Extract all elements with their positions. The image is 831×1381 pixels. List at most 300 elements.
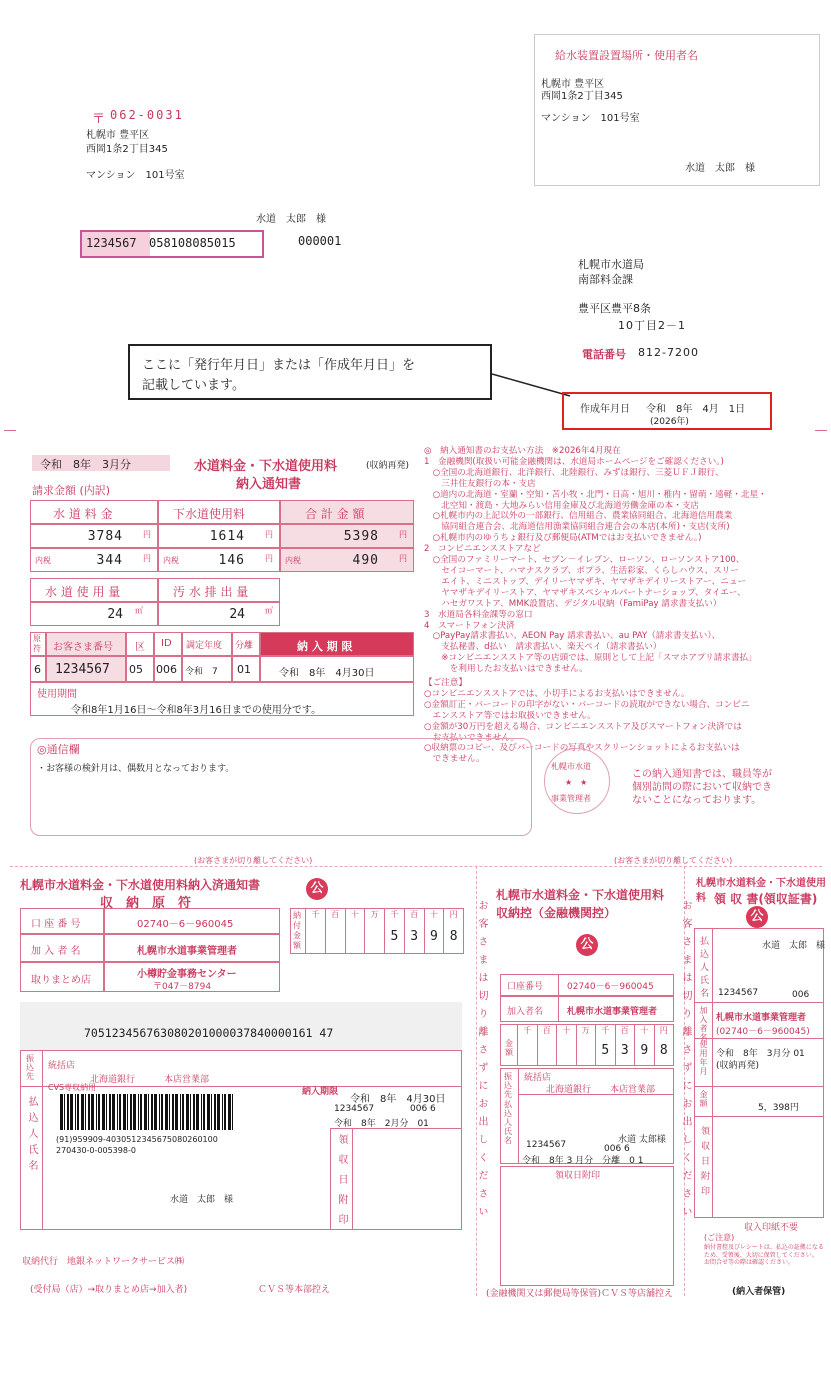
stub3-payee-side: 加入者名 [699,1006,708,1042]
cubic-meter-unit: ㎥ [135,606,143,615]
creation-date-western: (2026年) [650,417,689,427]
stub1-digit-column [404,909,424,953]
stub1-cvs-label: CVS専収納用 [48,1083,97,1092]
sewage-label: 汚 水 排 出 量 [173,585,249,599]
stub3-customer-tail: 006 [792,990,810,1000]
due-cell [260,656,414,682]
caution-line: ○収納票のコピー、及びバーコードの写真やスクリーンショットによるお支払いは [424,743,740,754]
stub2-customer: 1234567 [526,1140,567,1150]
water-usage-label: 水 道 使 用 量 [45,585,121,599]
stub1-subtitle: 収 納 原 符 [100,896,192,911]
callout-box [128,344,492,400]
stub3-usage-side: 使用年月 [699,1040,708,1076]
tel-number: 812-7200 [638,346,699,359]
stub3-box [694,928,824,1218]
total-cell [280,524,414,548]
stub2-digits [517,1025,673,1065]
stub2-side-text-right: お客さまは切り離さずにお出しください [680,900,691,1224]
cut-line[interactable] [10,866,822,867]
memo-title: ◎通信欄 [37,743,80,756]
stub2-acct-row [500,974,674,996]
barcode-bar [148,1094,149,1130]
tax-label: 内税 [163,556,179,565]
barcode-bar [77,1094,79,1130]
payment-line: セイコーマート、ハマナスクラブ、ポプラ、生活彩家、くらしハウス、スリー [424,565,739,576]
stub1-payee-cell [104,934,280,962]
stub3-divider [712,928,713,1218]
stub1-office-label: 取りまとめ店 [31,975,91,986]
stub2-payee-value: 札幌市水道事業管理者 [567,1007,658,1017]
payment-line: 2 コンビニエンスストアなど [424,544,541,555]
barcode-bar [190,1094,191,1130]
stub2-digit-column [537,1025,557,1065]
usage-period-cell [30,682,414,716]
division-cell [232,656,260,682]
barcode-bar [165,1094,168,1130]
barcode-bar [75,1094,76,1130]
payment-line: ○PayPay請求書払い、AEON Pay 請求書払い、au PAY（請求書支払い）、 [424,631,721,642]
stub1-digit-header: 千 [390,910,399,919]
water-usage-header [30,578,158,602]
official-stamp-icon: 公 [746,906,768,928]
seal-note-line: この納入通知書では、職員等が [632,769,772,780]
payment-line: を利用したお支払いはできません。 [424,664,588,675]
barcode-bar [91,1094,94,1130]
stub3-note-line: お問合せ等の際は確認ください。 [704,1259,795,1266]
stub2-digit-value: 8 [659,1043,668,1058]
official-stamp-icon: 公 [576,934,598,956]
stub2-digit-header: 万 [581,1026,590,1035]
barcode-bar [96,1094,97,1130]
installation-address-1: 札幌市 豊平区 [541,79,605,90]
payment-line: 支払秘書、d払い 請求書払い、楽天ペイ（請求書払い） [424,642,662,653]
stub1-digit-header: 万 [370,910,379,919]
stub1-digit-value: 9 [429,929,438,944]
stub1-digit-header: 百 [331,910,340,919]
stub2-amount-label: 金額 [505,1039,513,1057]
stub2-payee-row [500,996,674,1022]
barcode-bar [207,1094,210,1130]
stub1-digit-header: 十 [429,910,438,919]
stub2-bank-branch-label: 統括店 [524,1073,552,1083]
stub1-cvs-copy: ＣＶＳ等本部控え [258,1285,331,1295]
barcode-bar [201,1094,202,1130]
barcode-bar [228,1094,231,1130]
water-fee-cell [30,524,158,548]
stub1-digit-header: 百 [410,910,419,919]
stub1-acct-label-cell [20,908,104,934]
barcode-bar [196,1094,199,1130]
stub1-due-label: 納入期限 [302,1087,339,1097]
sewage-value: 24 [229,607,245,622]
id-cell [154,656,182,682]
stub2-digit-column [517,1025,537,1065]
payment-heading: ◎ 納入通知書のお支払い方法 ※2026年4月現在 [424,446,621,456]
stub1-month: 令和 8年 2月分 01 [334,1119,429,1129]
barcode-bar [186,1094,189,1130]
barcode-bar [161,1094,163,1130]
sewage-header [158,578,280,602]
yen-unit: 円 [143,530,151,539]
customer-code-box [80,230,264,258]
due-value: 令和 8年 4月30日 [279,668,375,679]
creation-date-label: 作成年月日 [580,404,630,415]
barcode-bar [98,1094,100,1130]
stub1-receipt-box [330,1128,462,1230]
office-address-2: 10丁目2－1 [618,319,686,332]
stub1-receipt-divider [352,1128,353,1230]
stub2-digit-header: 百 [620,1026,629,1035]
stub1-digit-column [325,909,345,953]
barcode-bar [211,1094,212,1130]
stub1-office-cell [104,962,280,992]
stub3-title: 札幌市水道料金・下水道使用料 [696,878,826,904]
barcode-bar [182,1094,184,1130]
stub2-payee-label: 加入者名 [507,1007,544,1017]
stub2-bank: 北海道銀行 [546,1085,592,1095]
stub2-receipt-label: 領収日附印 [555,1171,601,1181]
stub1-amount-label: 納付金額 [293,911,301,950]
stub2-digit-value: 5 [601,1043,610,1058]
stub1-branch: 本店営業部 [164,1075,210,1085]
barcode-bar [70,1094,73,1130]
sewage-cell [158,602,280,626]
side-tick-right [815,430,827,431]
fiscal-year-value: 令和 7 [185,667,218,677]
seal-note-line: 個別訪問の際において収納でき [632,782,772,793]
original-label: 原符 [33,634,41,653]
payment-line: ○道内の北海道・室蘭・空知・苫小牧・北門・日高・旭川・稚内・留萌・遠軽・北星・ [424,489,767,500]
callout-line-2: 記載しています。 [142,378,245,393]
customer-number-label: お客さま番号 [53,642,113,653]
tax-label: 内税 [35,556,51,565]
payment-line: ※コンビニエンスストア等の店頭では、原則として上記「スマホアプリ請求書払」 [424,653,757,664]
installation-address-2: 西岡1条2丁目345 [541,91,623,102]
stub1-digit-value: 8 [449,929,458,944]
stub1-acct-value: 02740－6－960045 [137,919,234,930]
stub1-payer: 水道 太郎 様 [170,1195,234,1205]
installation-box [534,34,820,186]
stub1-digit-value: 5 [390,929,399,944]
yen-unit: 円 [265,530,273,539]
stub1-digit-grid [305,909,463,953]
side-tick-left [4,430,16,431]
notice-subtitle: 納入通知書 [236,477,302,492]
payment-line: ○札幌市内のゆうちょ銀行及び郵便局(ATMではお支払いできません。) [424,533,702,544]
water-fee-value: 3784 [87,529,123,544]
stub1-bank: 北海道銀行 [90,1075,136,1085]
fiscal-year-cell [182,656,232,682]
installation-address-3: マンション 101号室 [541,113,640,124]
customer-number-value: 1234567 [55,662,110,677]
stub1-due-value: 令和 8年 4月30日 [350,1094,446,1105]
barcode-bar [88,1094,90,1130]
barcode-bar [172,1094,174,1130]
stub3-amount: 5，398円 [758,1103,799,1113]
stub1-digit-column [384,909,404,953]
usage-period-value: 令和8年1月16日～令和8年3月16日までの使用分です。 [71,705,322,716]
stub2-digit-column [654,1025,674,1065]
stub1-divider [42,1050,43,1230]
mail-recipient: 水道 太郎 様 [256,214,326,225]
barcode-bar [112,1094,115,1130]
stub1-digit-column [305,909,325,953]
stub3-account: (02740－6－960045) [716,1027,810,1037]
caution-line: できません。 [424,754,485,765]
water-fee-header [30,500,158,524]
stub2-branch: 本店営業部 [610,1085,656,1095]
notice-title: 水道料金・下水道使用料 [194,459,338,474]
barcode-bar [117,1094,118,1130]
barcode-bar [180,1094,181,1130]
stub2-title: 札幌市水道料金・下水道使用料 [496,888,665,902]
stub3-rule-2 [694,1038,824,1039]
barcode-bar [154,1094,157,1130]
payment-line: ○札幌市内の上記以外の一部銀行、信用組合、農業協同組合、北海道信用農業 [424,511,733,522]
stub1-office-postal: 〒047－8794 [153,982,212,992]
mail-address-3: マンション 101号室 [86,170,185,181]
fiscal-year-label: 調定年度 [186,641,223,651]
stub3-no-stamp: 収入印紙不要 [744,1223,799,1233]
official-stamp-icon: 公 [306,878,328,900]
total-tax-value: 490 [352,553,379,568]
installation-title: 給水装置設置場所・使用者名 [555,49,698,62]
barcode-bar [127,1094,128,1130]
stub2-receipt-box [500,1166,674,1286]
stub2-payee-side: 振込先 [504,1072,512,1099]
barcode-bar [130,1094,132,1130]
stub2-name: 水道 太郎様 [618,1135,666,1145]
division-header [232,632,260,656]
due-label: 納 入 期 限 [297,640,353,653]
stub2-digit-header: 百 [542,1026,551,1035]
barcode-bar [140,1094,142,1130]
barcode-bar [151,1094,153,1130]
stub2-subtitle: 収納控（金融機関控） [496,906,617,920]
stub3-note-line: 納付書控及びレシートは、払込の証拠になるため、受領後、大切に保管してください。 [704,1244,824,1259]
stub1-barcode-text-2: 270430-0-005398-0 [56,1146,136,1155]
seal-stars: ★ ★ [565,778,588,787]
barcode-bar [106,1094,107,1130]
stub1-barcode [58,1094,238,1130]
stub1-flow: (受付局（店）→取りまとめ店→加入者) [30,1285,188,1295]
stub1-payee-value: 札幌市水道事業管理者 [137,946,237,957]
stub1-digit-column [345,909,365,953]
barcode-bar [214,1094,216,1130]
postal-mark: 〒 [92,112,106,127]
payment-line: ハセガワストア、MMK設置店、デジタル収納（FamiPay 請求書支払い） [424,598,722,609]
caution-line: ○金額が30万円を超える場合、コンビニエンスストア及びスマートフォン決済では [424,721,742,732]
stub1-office-label-cell [20,962,104,992]
stub1-payee-label-cell [20,934,104,962]
customer-code-rest: 058108085015 [149,236,236,250]
total-header [280,500,414,524]
payment-line: エイト、ミニストップ、デイリーヤマザキ、ヤマザキデイリーストアー、ニュー [424,576,747,587]
barcode-bar [123,1094,126,1130]
stub2-digit-header: 千 [601,1026,610,1035]
barcode-bar [64,1094,65,1130]
sewer-fee-header [158,500,280,524]
stub2-digit-header: 千 [523,1026,532,1035]
original-value: 6 [34,663,41,676]
stub2-divider [518,1068,519,1164]
division-value: 01 [237,663,251,676]
stub3-note-heading: (ご注意) [704,1233,735,1242]
cut-instruction-right: (お客さまが切り離してください) [614,856,733,865]
stub3-usage: 令和 8年 3月分 01 [716,1049,805,1059]
stub2-digit-column [595,1025,615,1065]
barcode-bar [203,1094,205,1130]
reissue-label: (収納再発) [366,461,410,471]
seal-note-line: ないことになっております。 [632,795,762,806]
stub2-digit-column [615,1025,635,1065]
stub1-bank-branch-label: 統括店 [48,1061,76,1071]
sequence-number: 000001 [298,234,342,248]
stub1-code-line: 705123456763080201000037840000161 47 [84,1026,334,1040]
id-header [154,632,182,656]
seal-bottom-text: 事業管理者 [551,794,591,803]
stub1-payee-label: 加 入 者 名 [31,946,81,957]
mail-address-2: 西岡1条2丁目345 [86,144,168,155]
id-label: ID [161,638,172,649]
stub3-payee: 札幌市水道事業管理者 [716,1013,807,1023]
payment-instructions [424,446,824,765]
stub3-receipt-side: 領収日附印 [699,1126,709,1201]
ku-cell [126,656,154,682]
stub1-customer: 1234567 [334,1104,375,1114]
payment-line: 協同組合連合会、北海道信用漁業協同組合連合会の本店(本所)・支店(支所) [424,522,730,533]
stub2-footer: (金融機関又は郵便局等保管)ＣＶＳ等店舗控え [486,1289,674,1299]
payment-line: 北空知・渡島・大地みらい信用金庫及び北海道労働金庫の本・支店 [424,500,700,511]
stub2-digit-header: 十 [640,1026,649,1035]
stub2-payer-side: 払込人氏名 [504,1100,512,1145]
payment-line: 3 水道局各料金課等の窓口 [424,609,533,620]
total-tax-cell [280,548,414,572]
memo-text: ・お客様の検針月は、偶数月となっております。 [37,764,235,774]
stub2-digit-column [634,1025,654,1065]
barcode-bar [138,1094,139,1130]
postal-code: 062-0031 [110,108,184,122]
caution-line: ○金額訂正・バーコードの印字がない・バーコードの読取ができない場合、コンビニ [424,699,750,710]
stub1-digit-column [443,909,463,953]
barcode-bar [67,1094,69,1130]
stub1-digit-column [424,909,444,953]
seal-top-text: 札幌市水道 [551,762,591,771]
caution-heading: 【ご注意】 [424,678,467,689]
barcode-bar [224,1094,226,1130]
barcode-bar [169,1094,170,1130]
stub1-acct-cell [104,908,280,934]
stub1-receipt-side: 領収日附印 [336,1134,347,1234]
fiscal-year-header [182,632,232,656]
stub3-note [704,1244,824,1267]
barcode-bar [119,1094,121,1130]
stub1-code-area [20,1002,462,1050]
payment-line: ヤマザキデイリーストア、ヤマザキスペシャルパートナーショップ、タイエー、 [424,587,746,598]
stub2-digit-column [576,1025,596,1065]
stub3-amount-side: 金額 [699,1090,708,1108]
sewer-fee-value: 1614 [209,529,245,544]
caution-line: エンスストア等ではお取扱いできません。 [424,710,596,721]
barcode-bar [144,1094,147,1130]
original-cell [30,656,46,682]
sewer-fee-label: 下水道使用料 [173,507,246,521]
caution-line: ○コンビニエンスストアでは、小切手によるお支払いはできません。 [424,688,690,699]
stub3-customer: 1234567 [718,988,759,998]
stub2-customer-tail: 006 6 [604,1144,630,1154]
yen-unit: 円 [143,554,151,563]
sewer-tax-value: 146 [218,553,245,568]
payment-line: 1 金融機関(取扱い可能金融機関は、水道局ホームページをご確認ください。) [424,456,724,467]
stub3-rule-1 [694,1002,824,1003]
division-label: 分離 [235,641,254,651]
stub3-name: 水道 太郎 様 [762,941,826,951]
barcode-bar [81,1094,84,1130]
stub1-digit-header: 円 [449,910,458,919]
barcode-bar [109,1094,111,1130]
billing-breakdown-label: 請求金額 (内訳) [32,484,111,497]
customer-number-header [46,632,126,656]
barcode-bar [102,1094,105,1130]
office-name: 札幌市水道局 [578,258,644,271]
sewer-tax-cell [158,548,280,572]
tax-label: 内税 [285,556,301,565]
cubic-meter-unit: ㎥ [265,606,273,615]
barcode-bar [60,1094,63,1130]
stub1-digit-value: 3 [410,929,419,944]
stub2-digit-column [556,1025,576,1065]
creation-date-value: 令和 8年 4月 1日 [646,404,746,415]
water-usage-value: 24 [107,607,123,622]
water-tax-cell [30,548,158,572]
yen-unit: 円 [265,554,273,563]
stub1-digit-column [364,909,384,953]
period-badge [32,455,170,471]
official-seal [544,748,610,814]
ku-label: 区 [135,642,145,653]
callout-line-1: ここに「発行年月日」または「作成年月日」を [142,358,416,373]
callout-arrow-line [492,366,572,398]
billing-period: 令和 8年 3月分 [40,458,131,471]
stub1-acct-label: 口 座 番 号 [31,919,81,930]
creation-date-box [562,392,772,430]
barcode-bar [193,1094,195,1130]
stub2-digit-header: 十 [562,1026,571,1035]
installation-name: 水道 太郎 様 [685,163,755,174]
water-tax-value: 344 [96,553,123,568]
water-fee-label: 水 道 料 金 [53,507,113,521]
stub2-month: 令和 8年 3 月分 分離 0 1 [522,1156,644,1166]
office-section: 南部料金課 [578,273,633,286]
payment-line: ○全国の北海道銀行、北洋銀行、北陸銀行、みずほ銀行、三菱ＵＦＪ銀行、 [424,467,724,478]
stub1-digit-header: 千 [311,910,320,919]
stub3-rule-4 [694,1116,824,1117]
stub1-digits [305,909,463,953]
stub2-acct-value: 02740－6－960045 [567,982,654,992]
total-value: 5398 [343,529,379,544]
customer-number-cell [46,656,126,682]
payment-line: 4 スマートフォン決済 [424,620,515,631]
yen-unit: 円 [399,530,407,539]
caution-line: お支払いできません。 [424,732,520,743]
stub2-digit-header: 円 [659,1026,668,1035]
due-header [260,632,414,656]
mail-address-1: 札幌市 豊平区 [86,130,150,141]
customer-code-pink: 1234567 [86,236,137,250]
stub2-rule [518,1094,674,1095]
stub1-amount-box [290,908,464,954]
collection-agent: 収納代行 地銀ネットワークサービス㈱ [22,1257,185,1267]
